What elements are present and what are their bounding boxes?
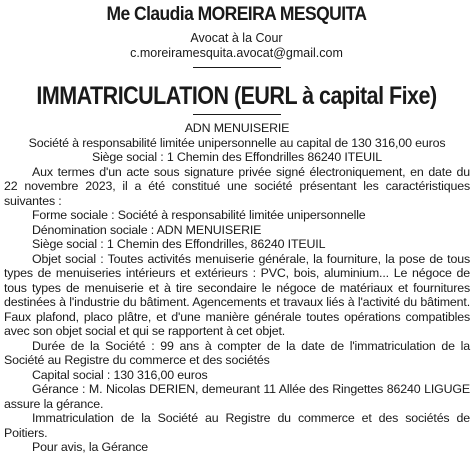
- registered-office: Siège social : 1 Chemin des Effondrilles, 86240 ITEUIL: [32, 237, 326, 251]
- notice-title: IMMATRICULATION (EURL à capital Fixe): [36, 82, 437, 110]
- corporate-purpose: Objet social : Toutes activités menuiserie générale, la fourniture, la pose de tous types de menuiseries intérieurs et extérieurs : PVC, bois, aluminium... Le négoce de tous types de menuiserie et à tire secondaire le négoce de matériaux et fournitures destinées à l'industrie du bâtiment. Agencements et travaux liés à l'activité du bâtiment. Faux plafond, placo plâtre, et d'une manière générale toutes opérations compatibles avec son objet social et qui se rapportent à cet objet.: [4, 251, 470, 338]
- legal-form: Forme sociale : Société à responsabilité limitée unipersonnelle: [32, 208, 366, 222]
- company-name: ADN MENUISERIE: [184, 121, 290, 135]
- lawyer-name: Me Claudia MOREIRA MESQUITA: [106, 4, 367, 25]
- signature-line: Pour avis, la Gérance: [32, 440, 148, 454]
- share-capital: Capital social : 130 316,00 euros: [32, 367, 208, 382]
- company-type: Société à responsabilité limitée unipersonnelle au capital de 130 316,00 euros: [28, 135, 446, 150]
- registered-office-summary: Siège social : 1 Chemin des Effondrilles 86240 ITEUIL: [91, 150, 383, 164]
- management: Gérance : M. Nicolas DERIEN, demeurant 11 Allée des Ringettes 86240 LIGUGE assure la gérance.: [4, 382, 470, 411]
- company-denomination: Dénomination sociale : ADN MENUISERIE: [32, 222, 262, 237]
- title-divider: [193, 114, 281, 115]
- notice-body: [4, 121, 470, 455]
- lawyer-email: c.moreiramesquita.avocat@gmail.com: [130, 46, 343, 60]
- registration: Immatriculation de la Société au Registre du commerce et des sociétés de Poitiers.: [4, 411, 470, 440]
- lawyer-role: Avocat à la Cour: [190, 31, 283, 45]
- company-duration: Durée de la Société : 99 ans à compter de la date de l'immatriculation de la Société au Registre du commerce et des sociétés: [4, 338, 470, 367]
- deed-paragraph: Aux termes d'un acte sous signature privée signé électroniquement, en date du 22 novembre 2023, il a été constitué une société présentant les caractéristiques suivantes :: [4, 164, 470, 208]
- header-divider: [193, 67, 281, 68]
